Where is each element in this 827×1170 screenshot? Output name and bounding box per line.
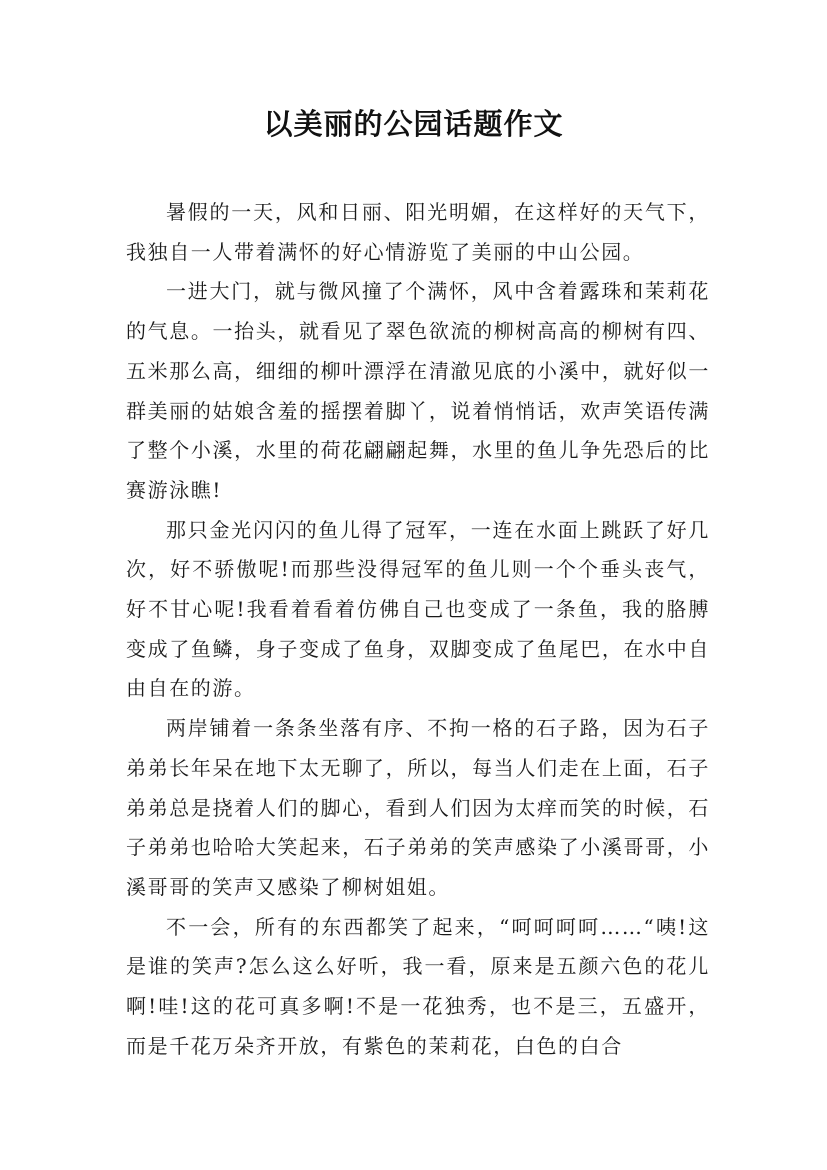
paragraph-3: 那只金光闪闪的鱼儿得了冠军，一连在水面上跳跃了好几次，好不骄傲呢!而那些没得冠军的鱼儿则一个个垂头丧气，好不甘心呢!我看着看着仿佛自己也变成了一条鱼，我的胳膊变成了鱼鳞，身子变成了鱼身，双脚变成了鱼尾巴，在水中自由自在的游。: [126, 517, 710, 701]
paragraph-2: 一进大门，就与微风撞了个满怀，风中含着露珠和茉莉花的气息。一抬头，就看见了翠色欲流的柳树高高的柳树有四、五米那么高，细细的柳叶漂浮在清澈见底的小溪中，就好似一群美丽的姑娘含羞的摇摆着脚丫，说着悄悄话，欢声笑语传满了整个小溪，水里的荷花翩翩起舞，水里的鱼儿争先恐后的比赛游泳瞧!: [126, 279, 710, 502]
paragraph-4: 两岸铺着一条条坐落有序、不拘一格的石子路，因为石子弟弟长年呆在地下太无聊了，所以，每当人们走在上面，石子弟弟总是挠着人们的脚心，看到人们因为太痒而笑的时候，石子弟弟也哈哈大笑起来，石子弟弟的笑声感染了小溪哥哥，小溪哥哥的笑声又感染了柳树姐姐。: [126, 716, 710, 899]
paragraph-1: 暑假的一天，风和日丽、阳光明媚，在这样好的天气下，我独自一人带着满怀的好心情游览了美丽的中山公园。: [126, 200, 710, 264]
document-body: [126, 193, 710, 1066]
document-title: 以美丽的公园话题作文: [263, 107, 564, 141]
paragraph-5: 不一会，所有的东西都笑了起来，“呵呵呵呵……“咦!这是谁的笑声?怎么这么好听，我一看，原来是五颜六色的花儿啊!哇!这的花可真多啊!不是一花独秀，也不是三，五盛开，而是千花万朵齐开放，有紫色的茉莉花，白色的白合: [126, 914, 710, 1058]
